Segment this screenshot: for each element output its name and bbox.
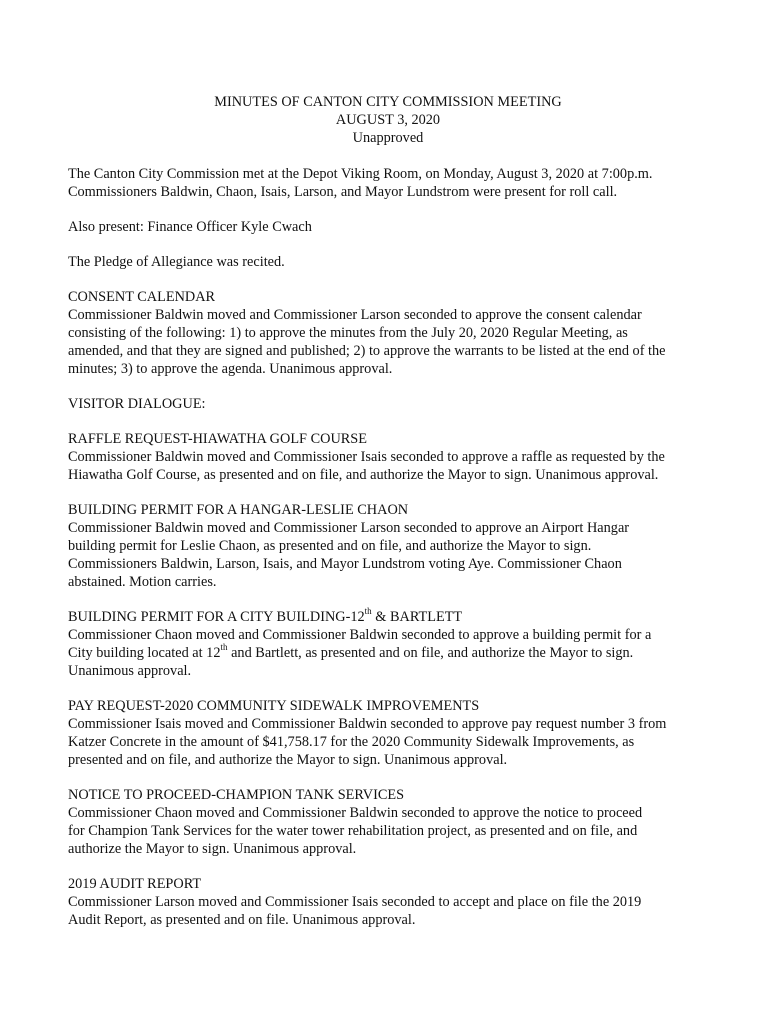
intro-paragraph [68, 165, 708, 201]
heading-text: & BARTLETT [371, 609, 463, 625]
body-line: Unanimous approval. [68, 663, 192, 679]
body-line: Commissioner Chaon moved and Commissioner Baldwin seconded to approve a building permit for a [68, 627, 652, 643]
heading-text: BUILDING PERMIT FOR A CITY BUILDING-12 [68, 609, 365, 625]
body-line: Commissioner Baldwin moved and Commissioner Isais seconded to approve a raffle as requested by the [68, 449, 665, 465]
section-heading [68, 608, 708, 626]
section-heading: BUILDING PERMIT FOR A HANGAR-LESLIE CHAON [68, 502, 409, 518]
body-line: consisting of the following: 1) to approve the minutes from the July 20, 2020 Regular Meeting, as [68, 325, 628, 341]
sidewalk-pay-request-section [68, 697, 708, 769]
section-heading: VISITOR DIALOGUE: [68, 396, 206, 412]
body-line: Commissioner Baldwin moved and Commissioner Larson seconded to approve an Airport Hangar [68, 520, 630, 536]
section-heading: RAFFLE REQUEST-HIAWATHA GOLF COURSE [68, 431, 367, 447]
pledge-paragraph [68, 253, 708, 271]
body-line: Katzer Concrete in the amount of $41,758.17 for the 2020 Community Sidewalk Improvements, as [68, 734, 635, 750]
body-line: Commissioner Chaon moved and Commissioner Baldwin seconded to approve the notice to proceed [68, 805, 643, 821]
body-line: Commissioner Baldwin moved and Commissioner Larson seconded to approve the consent calendar [68, 307, 642, 323]
body-text: and Bartlett, as presented and on file, and authorize the Mayor to sign. [227, 645, 634, 661]
also-present-line: Also present: Finance Officer Kyle Cwach [68, 219, 312, 235]
consent-calendar-section [68, 288, 708, 378]
document-title: MINUTES OF CANTON CITY COMMISSION MEETING [214, 94, 562, 110]
document-title-block [68, 93, 708, 147]
section-heading: NOTICE TO PROCEED-CHAMPION TANK SERVICES [68, 787, 405, 803]
intro-line: The Canton City Commission met at the Depot Viking Room, on Monday, August 3, 2020 at 7:00p.m. [68, 166, 653, 182]
body-line: presented and on file, and authorize the Mayor to sign. Unanimous approval. [68, 752, 508, 768]
city-building-permit-section [68, 608, 708, 680]
body-line [68, 644, 708, 662]
body-line: amended, and that they are signed and published; 2) to approve the warrants to be listed at the end of the [68, 343, 666, 359]
body-line: abstained. Motion carries. [68, 574, 217, 590]
ordinal-suffix: th [364, 606, 372, 617]
also-present-paragraph [68, 218, 708, 236]
tank-services-section [68, 786, 708, 858]
visitor-dialogue-section [68, 395, 708, 413]
body-line: Hiawatha Golf Course, as presented and on file, and authorize the Mayor to sign. Unanimous approval. [68, 467, 659, 483]
body-line: Commissioner Isais moved and Commissioner Baldwin seconded to approve pay request number 3 from [68, 716, 667, 732]
section-heading: 2019 AUDIT REPORT [68, 876, 202, 892]
section-heading: CONSENT CALENDAR [68, 289, 216, 305]
body-text: City building located at 12 [68, 645, 221, 661]
body-line: authorize the Mayor to sign. Unanimous approval. [68, 841, 357, 857]
section-heading: PAY REQUEST-2020 COMMUNITY SIDEWALK IMPROVEMENTS [68, 698, 480, 714]
approval-status: Unapproved [352, 130, 424, 146]
pledge-line: The Pledge of Allegiance was recited. [68, 254, 285, 270]
audit-report-section [68, 875, 708, 929]
body-line: Commissioners Baldwin, Larson, Isais, and Mayor Lundstrom voting Aye. Commissioner Chaon [68, 556, 622, 572]
hangar-permit-section [68, 501, 708, 591]
body-line: Audit Report, as presented and on file. Unanimous approval. [68, 912, 416, 928]
body-line: minutes; 3) to approve the agenda. Unanimous approval. [68, 361, 393, 377]
body-line: for Champion Tank Services for the water tower rehabilitation project, as presented and on file, and [68, 823, 638, 839]
document-page [68, 93, 708, 946]
ordinal-suffix: th [220, 642, 228, 653]
meeting-date: AUGUST 3, 2020 [335, 112, 441, 128]
raffle-request-section [68, 430, 708, 484]
intro-line: Commissioners Baldwin, Chaon, Isais, Larson, and Mayor Lundstrom were present for roll call. [68, 184, 618, 200]
body-line: building permit for Leslie Chaon, as presented and on file, and authorize the Mayor to sign. [68, 538, 592, 554]
body-line: Commissioner Larson moved and Commissioner Isais seconded to accept and place on file the 2019 [68, 894, 642, 910]
